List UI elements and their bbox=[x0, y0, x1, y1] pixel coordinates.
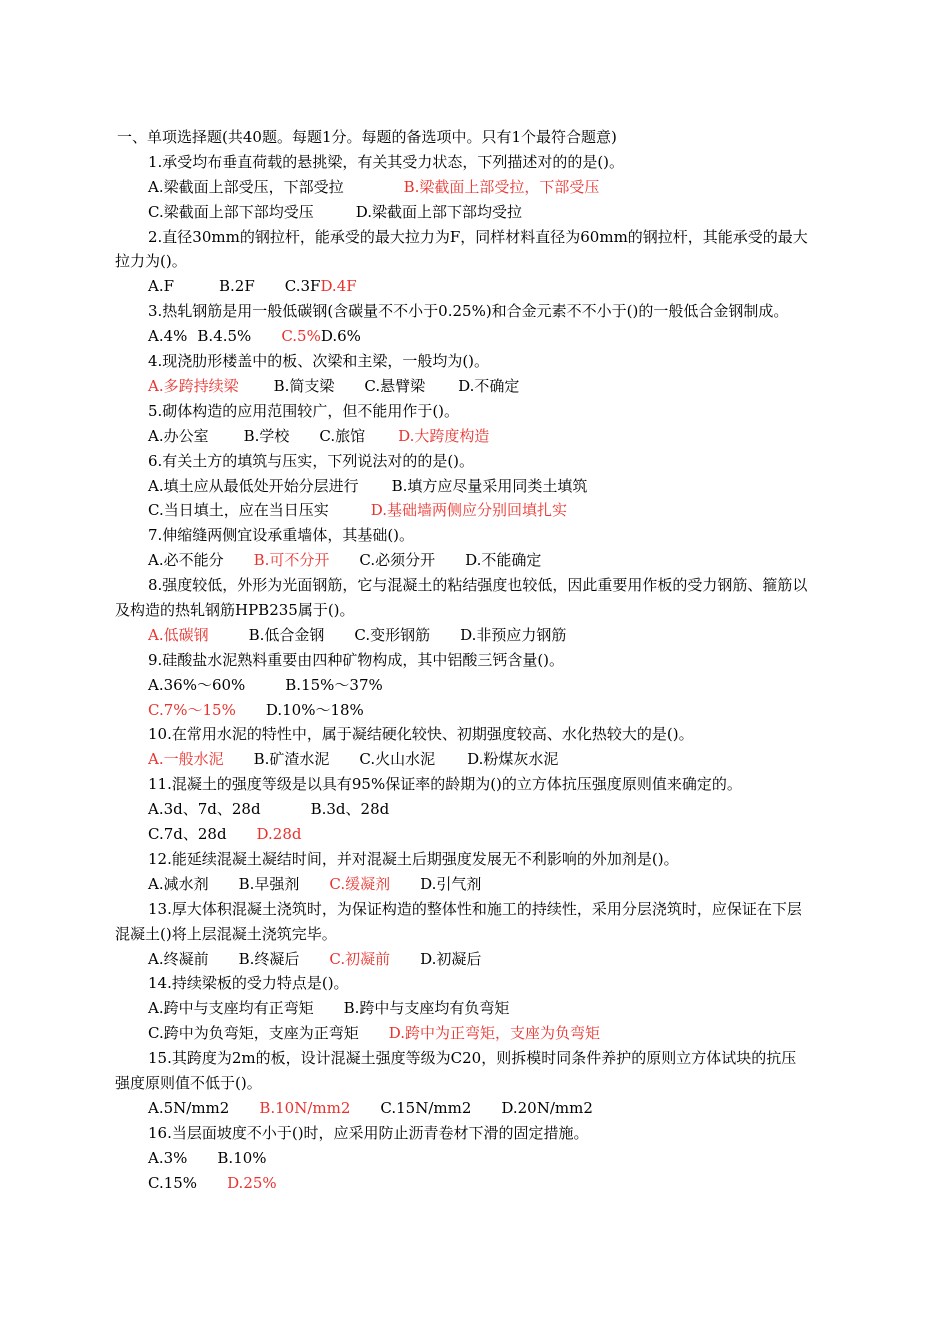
answer-option: B.跨中与支座均有负弯矩 bbox=[343, 999, 510, 1018]
answer-option: A.3d、7d、28d bbox=[148, 800, 261, 819]
option-row bbox=[115, 747, 810, 772]
answer-option-correct: A.多跨持续梁 bbox=[148, 376, 239, 395]
answer-option: A.跨中与支座均有正弯矩 bbox=[148, 999, 314, 1018]
question-stem: 8.强度较低，外形为光面钢筋，它与混凝土的粘结强度也较低，因此重要用作板的受力钢筋、箍筋以及构造的热轧钢筋HPB235属于()。 bbox=[115, 576, 808, 619]
option-row bbox=[115, 548, 810, 573]
answer-option: D.引气剂 bbox=[420, 874, 482, 893]
option-row bbox=[115, 175, 810, 200]
option-row bbox=[115, 947, 810, 972]
question-stem: 9.硅酸盐水泥熟料重要由四种矿物构成，其中铝酸三钙含量()。 bbox=[148, 650, 565, 669]
answer-option: D.粉煤灰水泥 bbox=[467, 750, 559, 769]
question-stem: 13.厚大体积混凝土浇筑时，为保证构造的整体性和施工的持续性，采用分层浇筑时，应保证在下层混凝土()将上层混凝土浇筑完毕。 bbox=[115, 899, 802, 943]
question-stem: 1.承受均布垂直荷载的悬挑梁，有关其受力状态，下列描述对的的是()。 bbox=[148, 152, 625, 171]
answer-option: D.初凝后 bbox=[420, 949, 482, 968]
question-stem: 5.砌体构造的应用范围较广，但不能用作于()。 bbox=[148, 401, 460, 420]
answer-option-correct: C.初凝前 bbox=[329, 949, 391, 968]
question-stem: 3.热轧钢筋是用一般低碳钢(含碳量不不小于0.25%)和合金元素不不小于()的一般低合金钢制成。 bbox=[148, 302, 789, 321]
answer-option-correct: A.一般水泥 bbox=[148, 750, 224, 769]
answer-option: D.10%～18% bbox=[265, 700, 364, 719]
answer-option: A.36%～60% bbox=[148, 675, 246, 694]
answer-option-correct: D.跨中为正弯矩，支座为负弯矩 bbox=[388, 1024, 600, 1043]
answer-option: B.3d、28d bbox=[310, 800, 390, 819]
option-row bbox=[115, 698, 810, 723]
answer-option: D.梁截面上部下部均受拉 bbox=[355, 202, 522, 221]
answer-option: C.梁截面上部下部均受压 bbox=[148, 202, 314, 221]
answer-option: C.旅馆 bbox=[319, 426, 366, 445]
question-stem: 10.在常用水泥的特性中，属于凝结硬化较快、初期强度较高、水化热较大的是()。 bbox=[148, 725, 694, 744]
answer-option: D.20N/mm2 bbox=[501, 1098, 593, 1117]
answer-option: C.变形钢筋 bbox=[354, 625, 431, 644]
option-row bbox=[115, 673, 810, 698]
answer-option: B.2F bbox=[219, 277, 255, 296]
answer-option: A.5N/mm2 bbox=[148, 1098, 230, 1117]
answer-option: A.4% bbox=[148, 327, 188, 346]
option-row bbox=[115, 324, 810, 349]
answer-option: D.非预应力钢筋 bbox=[460, 625, 567, 644]
option-row bbox=[115, 498, 810, 523]
option-row bbox=[115, 200, 810, 225]
answer-option: B.早强剂 bbox=[238, 874, 300, 893]
answer-option: B.填方应尽量采用同类土填筑 bbox=[391, 476, 588, 495]
answer-option: C.悬臂梁 bbox=[364, 376, 426, 395]
answer-option: A.必不能分 bbox=[148, 551, 224, 570]
option-row bbox=[115, 623, 810, 648]
answer-option: B.终凝后 bbox=[238, 949, 300, 968]
answer-option: A.终凝前 bbox=[148, 949, 209, 968]
question-list bbox=[115, 150, 810, 1196]
question-stem: 11.混凝土的强度等级是以具有95%保证率的龄期为()的立方体抗压强度原则值来确定的。 bbox=[148, 775, 742, 794]
question-stem: 16.当层面坡度不小于()时，应采用防止沥青卷材下滑的固定措施。 bbox=[148, 1123, 589, 1142]
option-row bbox=[115, 424, 810, 449]
option-row bbox=[115, 872, 810, 897]
option-row bbox=[115, 374, 810, 399]
question-stem: 2.直径30mm的钢拉杆，能承受的最大拉力为F，同样材料直径为60mm的钢拉杆，其能承受的最大拉力为()。 bbox=[115, 227, 808, 271]
answer-option: A.减水剂 bbox=[148, 874, 209, 893]
answer-option: C.3F bbox=[284, 277, 321, 296]
answer-option: C.7d、28d bbox=[148, 825, 227, 844]
answer-option: C.15% bbox=[148, 1173, 198, 1192]
answer-option: D.6% bbox=[320, 327, 361, 346]
answer-option: B.15%～37% bbox=[285, 675, 383, 694]
answer-option: A.F bbox=[148, 277, 175, 296]
option-row bbox=[115, 1146, 810, 1171]
answer-option: A.梁截面上部受压，下部受拉 bbox=[148, 177, 344, 196]
answer-option: B.矿渣水泥 bbox=[253, 750, 330, 769]
option-row bbox=[115, 474, 810, 499]
answer-option-correct: B.梁截面上部受拉，下部受压 bbox=[403, 177, 600, 196]
question-stem: 14.持续梁板的受力特点是()。 bbox=[148, 974, 349, 993]
option-row bbox=[115, 274, 810, 299]
answer-option-correct: C.7%～15% bbox=[148, 700, 236, 719]
option-row bbox=[115, 1021, 810, 1046]
question-stem: 4.现浇肋形楼盖中的板、次梁和主梁，一般均为()。 bbox=[148, 352, 490, 371]
answer-option-correct: D.25% bbox=[227, 1173, 277, 1192]
answer-option: B.简支梁 bbox=[273, 376, 335, 395]
answer-option: C.15N/mm2 bbox=[380, 1098, 472, 1117]
answer-option: B.学校 bbox=[243, 426, 290, 445]
exam-document bbox=[115, 125, 810, 1195]
answer-option: C.必须分开 bbox=[359, 551, 436, 570]
question-stem: 15.其跨度为2m的板，设计混凝土强度等级为C20，则拆模时同条件养护的原则立方体试块的抗压强度原则值不低于()。 bbox=[115, 1049, 797, 1092]
answer-option-correct: D.基础墙两侧应分别回填扎实 bbox=[370, 501, 567, 520]
answer-option: A.填土应从最低处开始分层进行 bbox=[148, 476, 359, 495]
answer-option-correct: C.缓凝剂 bbox=[329, 874, 391, 893]
answer-option: C.跨中为负弯矩，支座为正弯矩 bbox=[148, 1024, 359, 1043]
question-stem: 6.有关土方的填筑与压实，下列说法对的的是()。 bbox=[148, 451, 475, 470]
answer-option: C.当日填土，应在当日压实 bbox=[148, 501, 329, 520]
option-row bbox=[115, 797, 810, 822]
answer-option-correct: B.10N/mm2 bbox=[259, 1098, 351, 1117]
answer-option: B.10% bbox=[217, 1148, 267, 1167]
answer-option: D.不确定 bbox=[458, 376, 520, 395]
answer-option: D.不能确定 bbox=[465, 551, 542, 570]
section-heading: 一、单项选择题(共40题。每题1分。每题的备选项中。只有1个最符合题意) bbox=[117, 128, 617, 146]
answer-option: B.低合金钢 bbox=[248, 625, 325, 644]
answer-option-correct: D.28d bbox=[256, 825, 302, 844]
option-row bbox=[115, 822, 810, 847]
question-stem: 12.能延续混凝土凝结时间，并对混凝土后期强度发展无不利影响的外加剂是()。 bbox=[148, 849, 679, 868]
answer-option: A.3% bbox=[148, 1148, 188, 1167]
answer-option: B.4.5% bbox=[197, 327, 252, 346]
question-stem: 7.伸缩缝两侧宜设承重墙体，其基础()。 bbox=[148, 526, 415, 545]
answer-option: A.办公室 bbox=[148, 426, 209, 445]
option-row bbox=[115, 996, 810, 1021]
answer-option-correct: C.5% bbox=[281, 327, 321, 346]
answer-option: C.火山水泥 bbox=[359, 750, 436, 769]
option-row bbox=[115, 1171, 810, 1196]
answer-option-correct: A.低碳钢 bbox=[148, 625, 209, 644]
option-row bbox=[115, 1096, 810, 1121]
answer-option-correct: D.4F bbox=[320, 277, 357, 296]
answer-option-correct: D.大跨度构造 bbox=[398, 426, 490, 445]
answer-option-correct: B.可不分开 bbox=[253, 551, 330, 570]
